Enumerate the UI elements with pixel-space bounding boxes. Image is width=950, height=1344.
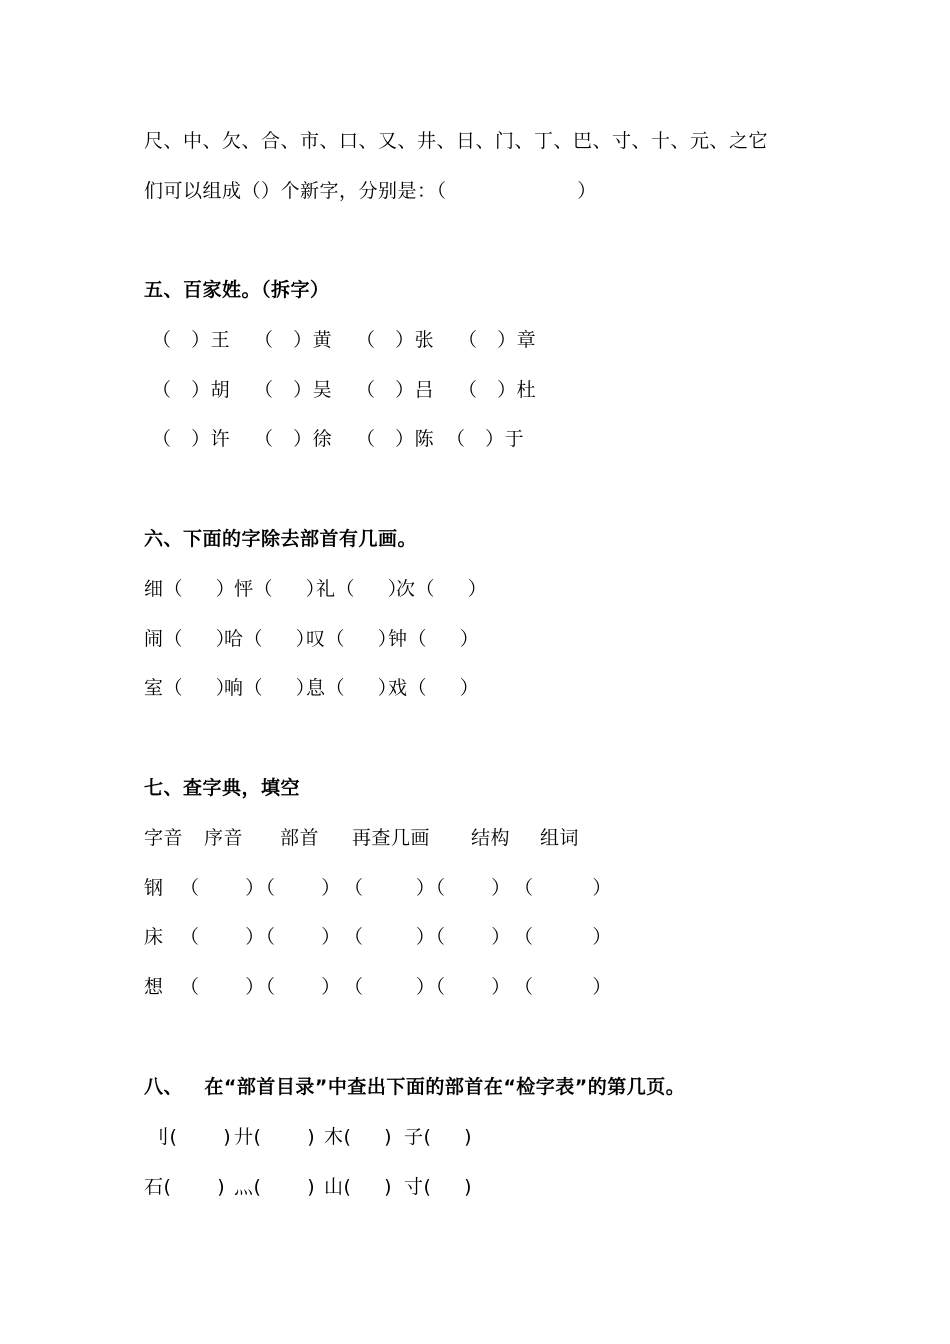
- stroke-blank: 响（ ）: [224, 677, 316, 699]
- radical-page-blank: 灬( ): [234, 1176, 316, 1198]
- lookup-char: 钢: [144, 877, 164, 899]
- radical-page-blank: 木( ): [324, 1126, 393, 1148]
- intro-line-1: 尺、中、欠、合、市、口、又、井、日、门、丁、巴、寸、十、元、之它: [144, 130, 769, 152]
- stroke-blank: 次（ ）: [396, 578, 488, 600]
- stroke-blank: 息（ ）: [306, 677, 398, 699]
- radical-page-blank: 寸( ): [404, 1176, 473, 1198]
- section-6-row: [144, 624, 504, 654]
- radical-page-blank: 刂( ): [150, 1126, 232, 1148]
- section-5-row: [144, 325, 564, 355]
- answer-blank: （ ）: [256, 926, 341, 948]
- answer-blank: （ ）: [426, 926, 511, 948]
- dictionary-table-row: [144, 873, 624, 903]
- answer-blank: （ ）: [256, 877, 341, 899]
- answer-blank: （ ）: [180, 926, 265, 948]
- dictionary-table-row: [144, 972, 624, 1002]
- section-8-heading: 八、 在“部首目录”中查出下面的部首在“检字表”的第几页。: [144, 1076, 686, 1098]
- stroke-blank: 叹（ ）: [306, 628, 398, 650]
- surname-blank: （ ）许: [152, 428, 231, 450]
- column-header: 组词: [540, 827, 580, 849]
- answer-blank: （ ）: [344, 976, 436, 998]
- stroke-blank: 闹（ ）: [144, 628, 236, 650]
- answer-blank: （ ）: [344, 926, 436, 948]
- section-8-row: [144, 1122, 504, 1152]
- section-5-row: [144, 424, 564, 454]
- intro-line-2: 们可以组成（）个新字，分别是：（ ）: [144, 180, 597, 202]
- answer-blank: （ ）: [514, 976, 612, 998]
- surname-blank: （ ）吕: [356, 379, 435, 401]
- dictionary-table-header: [144, 823, 624, 853]
- radical-page-blank: 石( ): [144, 1176, 226, 1198]
- answer-blank: （ ）: [344, 877, 436, 899]
- surname-blank: （ ）徐: [254, 428, 333, 450]
- surname-blank: （ ）章: [458, 329, 537, 351]
- stroke-blank: 戏（ ）: [388, 677, 480, 699]
- column-header: 再查几画: [352, 827, 431, 849]
- stroke-blank: 室（ ）: [144, 677, 236, 699]
- section-6-row: [144, 574, 504, 604]
- section-6-row: [144, 673, 504, 703]
- answer-blank: （ ）: [256, 976, 341, 998]
- column-header: 字音: [144, 827, 184, 849]
- lookup-char: 床: [144, 926, 164, 948]
- radical-page-blank: 子( ): [404, 1126, 473, 1148]
- column-header: 结构: [471, 827, 511, 849]
- answer-blank: （ ）: [180, 976, 265, 998]
- surname-blank: （ ）杜: [458, 379, 537, 401]
- section-6-heading: 六、下面的字除去部首有几画。: [144, 528, 418, 550]
- section-8-row: [144, 1172, 504, 1202]
- answer-blank: （ ）: [426, 976, 511, 998]
- surname-blank: （ ）于: [446, 428, 525, 450]
- column-header: 序音: [204, 827, 244, 849]
- answer-blank: （ ）: [426, 877, 511, 899]
- stroke-blank: 细（ ）: [144, 578, 236, 600]
- stroke-blank: 哈（ ）: [224, 628, 316, 650]
- section-7-heading: 七、查字典，填空: [144, 777, 301, 799]
- section-5-row: [144, 375, 564, 405]
- answer-blank: （ ）: [514, 877, 612, 899]
- stroke-blank: 怦（ ）: [234, 578, 326, 600]
- stroke-blank: 礼（ ）: [316, 578, 408, 600]
- surname-blank: （ ）陈: [356, 428, 435, 450]
- radical-page-blank: 廾( ): [234, 1126, 316, 1148]
- radical-page-blank: 山( ): [324, 1176, 393, 1198]
- answer-blank: （ ）: [514, 926, 612, 948]
- answer-blank: （ ）: [180, 877, 265, 899]
- surname-blank: （ ）张: [356, 329, 435, 351]
- surname-blank: （ ）胡: [152, 379, 231, 401]
- surname-blank: （ ）王: [152, 329, 231, 351]
- section-5-heading: 五、百家姓。（拆字）: [144, 279, 330, 301]
- surname-blank: （ ）吴: [254, 379, 333, 401]
- surname-blank: （ ）黄: [254, 329, 333, 351]
- lookup-char: 想: [144, 976, 164, 998]
- stroke-blank: 钟（ ）: [388, 628, 480, 650]
- column-header: 部首: [280, 827, 320, 849]
- dictionary-table-row: [144, 922, 624, 952]
